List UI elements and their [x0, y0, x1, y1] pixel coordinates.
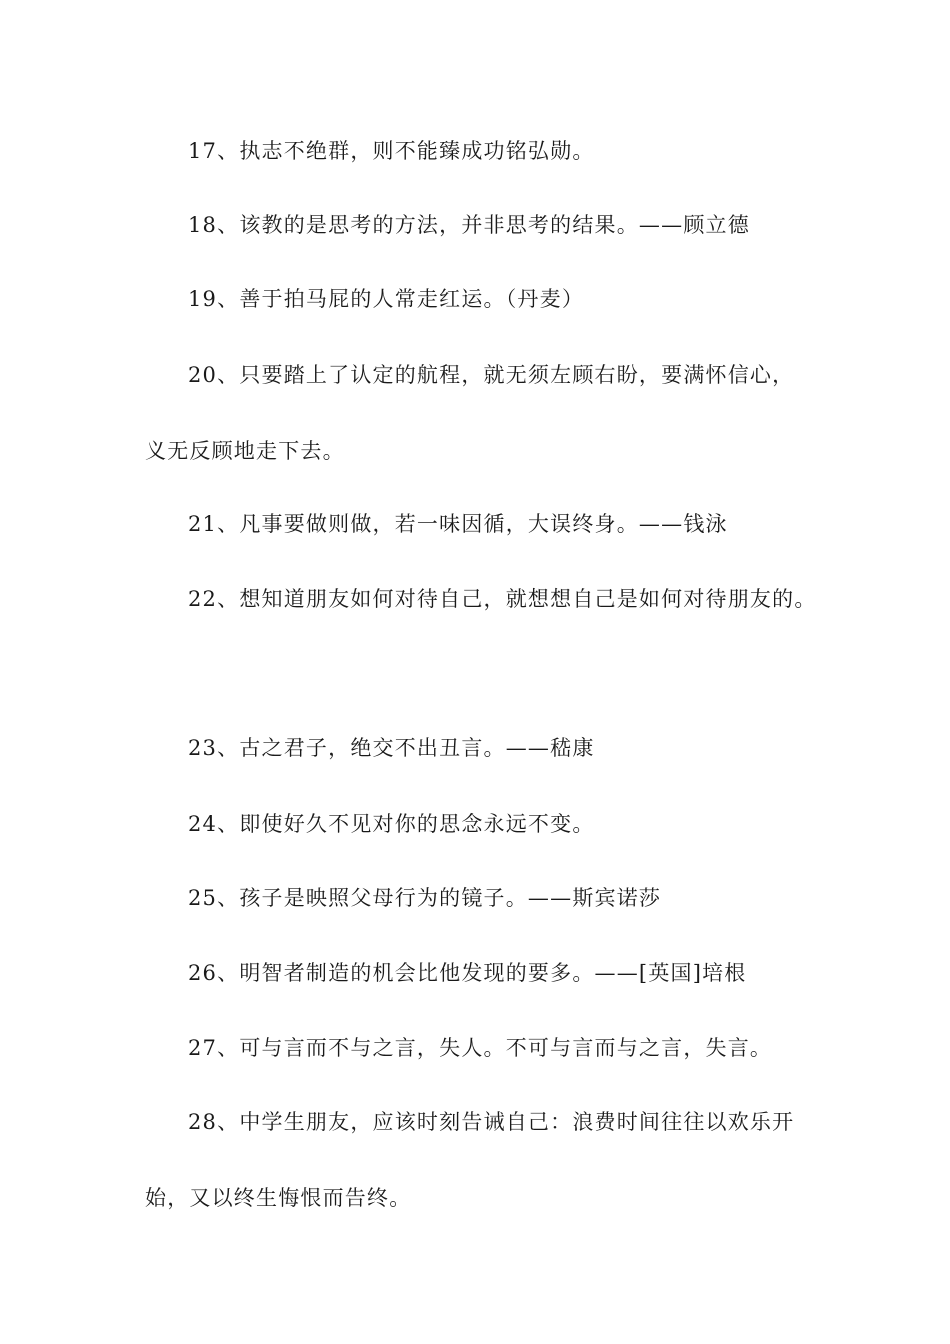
quote-28: 28、中学生朋友，应该时刻告诫自己：浪费时间往往以欢乐开 [188, 1110, 795, 1134]
quote-19: 19、善于拍马屁的人常走红运。（丹麦） [188, 287, 585, 311]
quote-27: 27、可与言而不与之言，失人。不可与言而与之言，失言。 [188, 1036, 773, 1060]
quote-17: 17、执志不绝群，则不能臻成功铭弘勋。 [188, 139, 595, 163]
quote-25: 25、孩子是映照父母行为的镜子。——斯宾诺莎 [188, 886, 662, 910]
quote-21: 21、凡事要做则做，若一味因循，大误终身。——钱泳 [188, 512, 728, 536]
quote-24: 24、即使好久不见对你的思念永远不变。 [188, 812, 595, 836]
quote-28-continuation: 始，又以终生悔恨而告终。 [145, 1186, 412, 1210]
quote-23: 23、古之君子，绝交不出丑言。——嵇康 [188, 736, 595, 760]
quote-22: 22、想知道朋友如何对待自己，就想想自己是如何对待朋友的。 [188, 587, 817, 611]
quote-26: 26、明智者制造的机会比他发现的要多。——[英国]培根 [188, 961, 747, 985]
quote-20-continuation: 义无反顾地走下去。 [145, 439, 345, 463]
quote-18: 18、该教的是思考的方法，并非思考的结果。——顾立德 [188, 213, 750, 237]
quote-20: 20、只要踏上了认定的航程，就无须左顾右盼，要满怀信心， [188, 363, 795, 387]
